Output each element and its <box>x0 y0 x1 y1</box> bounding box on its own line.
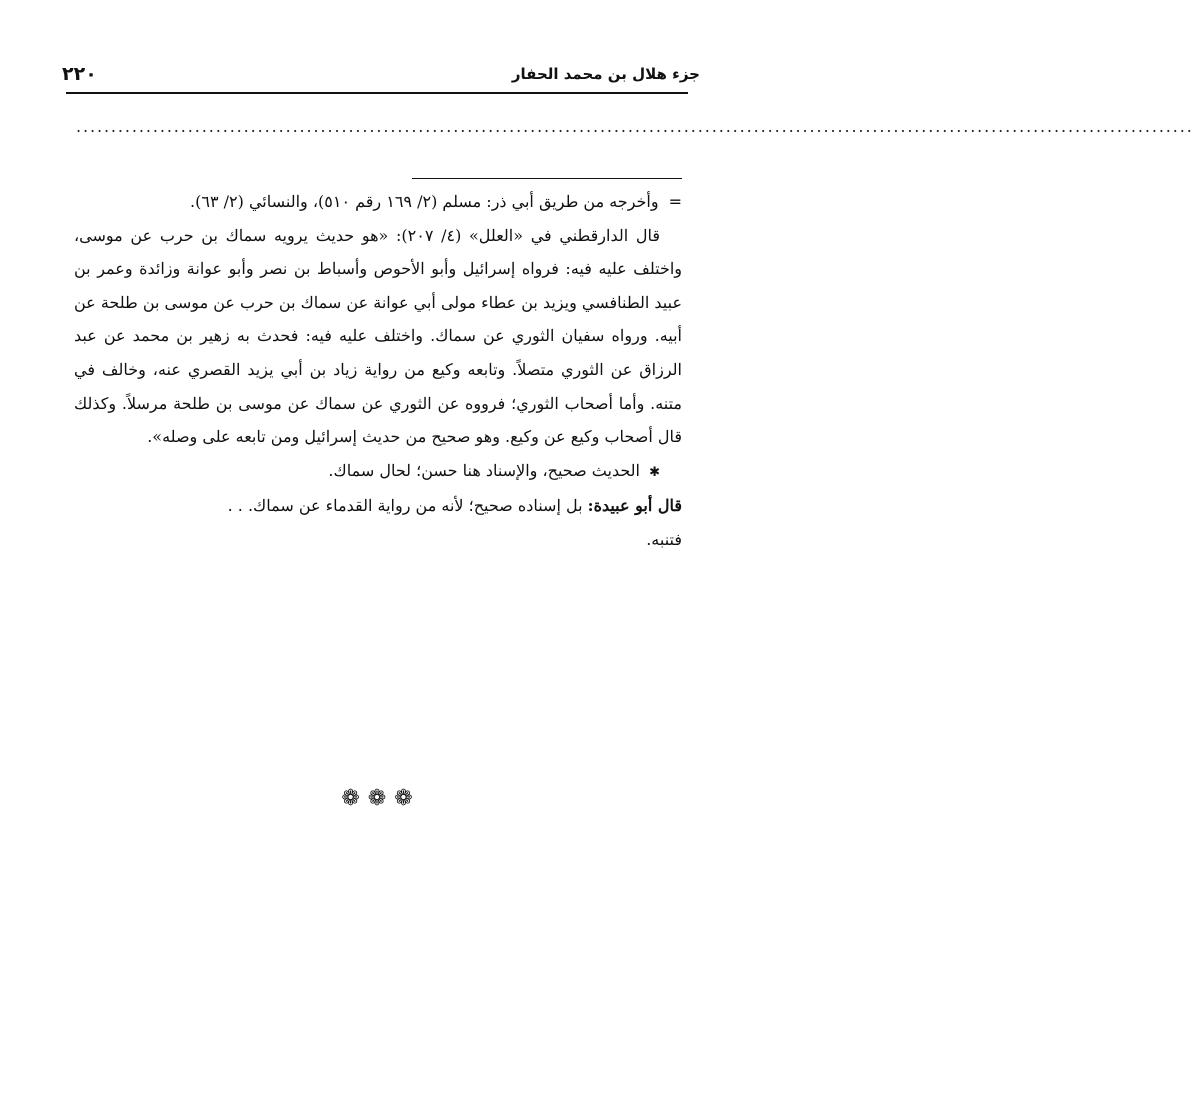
speaker-label: قال أبو عبيدة: <box>587 496 682 516</box>
page-number: ٢٢٠ <box>62 63 97 85</box>
footnote-rule <box>412 178 682 179</box>
ruling-text: الحديث صحيح، والإسناد هنا حسن؛ لحال سماك. <box>328 460 640 480</box>
running-header <box>62 58 700 90</box>
footnote-continuation <box>74 185 682 219</box>
flower-ornament-icon: ❁❁❁ <box>341 786 421 811</box>
book-title: جزء هلال بن محمد الحفار <box>511 65 700 83</box>
daraqutni-paragraph: قال الدارقطني في «العلل» (٤/ ٢٠٧): «هو حديث يرويه سماك بن حرب عن موسى، واختلف عليه فيه: فرواه إسرائيل وأبو الأحوص وأسباط بن نصر وأبو عوانة وزائدة وعمر بن عبيد الطنافسي ويزيد بن عطاء مولى أبي عوانة عن سماك بن حرب عن موسى بن طلحة عن أبيه. ورواه سفيان الثوري عن سماك. واختلف عليه فيه: فحدث به زهير بن محمد عن عبد الرزاق عن الثوري متصلاً. وتابعه وكيع من رواية زياد بن أبي يزيد القصري عنه، وخالف في متنه. وأما أصحاب الثوري؛ فرووه عن الثوري عن سماك عن موسى بن طلحة مرسلاً. وكذلك قال أصحاب وكيع عن وكيع. وهو صحيح من حديث إسرائيل ومن تابعه على وصله». <box>74 225 683 447</box>
abu-ubaida-comment <box>74 489 682 523</box>
speaker-comment: بل إسناده صحيح؛ لأنه من رواية القدماء عن سماك. . . <box>227 496 583 516</box>
footnote-reference-text: وأخرجه من طريق أبي ذر: مسلم (٢/ ١٦٩ رقم ٥١٠)، والنسائي (٢/ ٦٣). <box>190 192 659 211</box>
closing-note: فتنبه. <box>646 529 682 549</box>
header-rule <box>66 92 688 94</box>
continuation-mark: = <box>668 192 682 211</box>
dotted-separator: ................................................................................................................................................................ <box>76 117 1194 136</box>
ruling-line <box>74 454 682 490</box>
star-icon: ✱ <box>649 464 660 480</box>
footnotes-section <box>74 185 682 557</box>
